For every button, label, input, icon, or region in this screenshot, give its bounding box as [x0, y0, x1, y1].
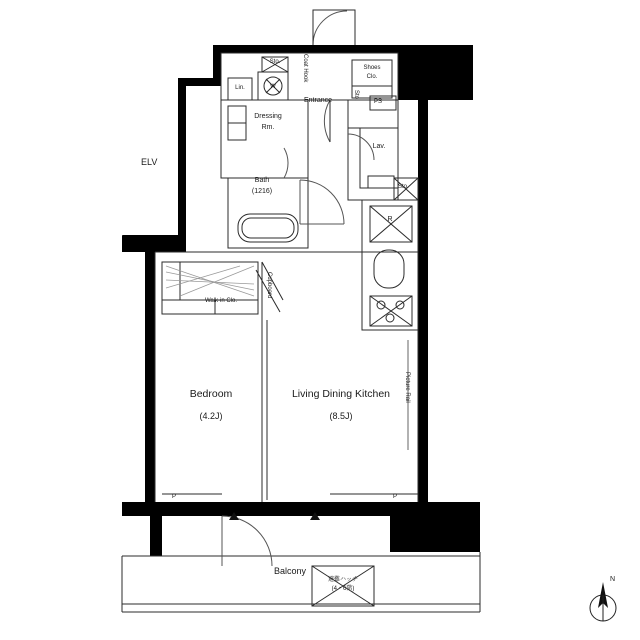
label-fridge: R: [387, 216, 393, 223]
wall-left-thick: [122, 235, 186, 252]
wall-left-main: [145, 252, 155, 502]
label-bath-size: (1216): [251, 188, 273, 195]
label-p-left: P: [172, 494, 177, 500]
label-w: W: [270, 84, 276, 90]
label-cupboard: Cupboard: [265, 272, 272, 299]
label-dressing-rm-2: Rm.: [261, 124, 275, 131]
direction-marker-right: [310, 512, 320, 520]
wall-bottom-left-vert: [150, 516, 162, 556]
label-lav: Lav.: [372, 143, 386, 150]
label-bath: Bath: [254, 177, 270, 184]
label-ldk-area: (8.5J): [329, 411, 353, 421]
label-entrance: Entrance: [304, 97, 333, 104]
compass: [580, 576, 626, 628]
label-shoes-clo-1: Shoes: [363, 65, 381, 71]
label-hatch-note-2: (4・6階): [331, 586, 355, 592]
label-north: N: [610, 576, 616, 583]
label-bedroom: Bedroom: [189, 388, 233, 400]
wall-bottom-left-block: [122, 502, 222, 516]
label-lin: Lin.: [235, 85, 245, 91]
label-balcony: Balcony: [273, 566, 307, 576]
wall-top-right-block: [398, 45, 473, 100]
direction-marker-left: [229, 512, 239, 520]
label-sto-lav: Sto.: [398, 184, 409, 190]
label-dressing-rm-1: Dressing: [254, 113, 282, 120]
label-walk-in-clo: Walk-in Clo.: [204, 298, 238, 304]
label-sto-top: Sto.: [269, 59, 281, 65]
line-elv-left: [122, 235, 123, 236]
wall-right-main: [418, 100, 428, 505]
label-hatch-note-1: 避難ハッチ: [327, 577, 359, 583]
label-ps: PS: [374, 99, 383, 105]
wall-left-vert-upper: [178, 78, 186, 243]
label-p-right: P: [393, 494, 398, 500]
label-sto-side: Sto.: [352, 90, 359, 101]
label-picture-rail: Picture Rail: [403, 372, 410, 403]
label-shoes-clo-2: Clo.: [366, 74, 378, 80]
wall-bottom-mid: [222, 502, 418, 516]
label-elv: ELV: [141, 157, 158, 167]
wall-bottom-right-block: [390, 502, 480, 552]
label-coat-hook: Coat Hook: [301, 54, 308, 83]
label-bedroom-area: (4.2J): [199, 411, 223, 421]
label-ldk: Living Dining Kitchen: [291, 388, 391, 400]
